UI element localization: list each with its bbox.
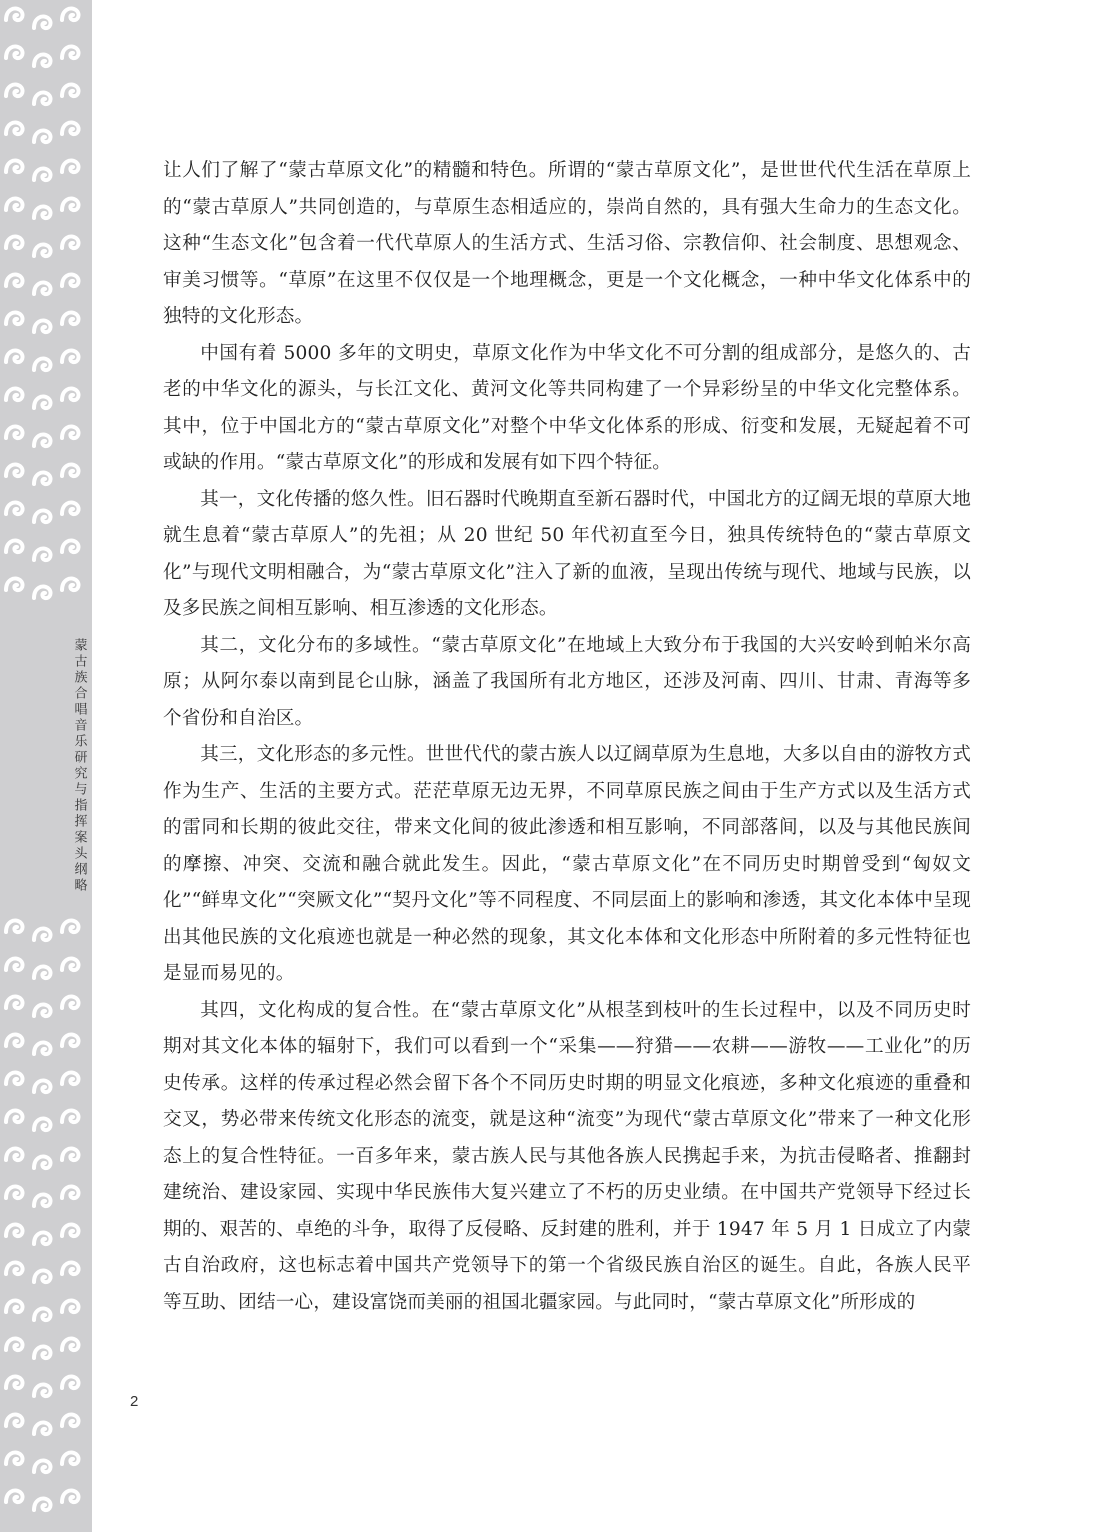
scroll-ornament — [34, 282, 51, 294]
scroll-ornament — [62, 1414, 79, 1426]
scroll-ornament — [62, 236, 79, 248]
scroll-ornament — [34, 16, 51, 28]
scroll-ornament — [62, 8, 79, 20]
scroll-ornament — [6, 1452, 23, 1464]
scroll-ornament — [6, 236, 23, 248]
scroll-ornament — [6, 160, 23, 172]
scroll-ornament — [6, 1338, 23, 1350]
scroll-ornament — [34, 244, 51, 256]
scroll-ornament — [6, 1262, 23, 1274]
scroll-ornament — [34, 928, 51, 940]
scroll-ornament — [6, 540, 23, 552]
scroll-ornament — [62, 1224, 79, 1236]
scroll-ornament — [6, 464, 23, 476]
scroll-ornament — [62, 464, 79, 476]
scroll-ornament — [6, 350, 23, 362]
book-title-vertical: 蒙古族合唱音乐研究与指挥案头纲略 — [71, 638, 87, 894]
scroll-ornament — [34, 1270, 51, 1282]
scroll-ornament — [34, 548, 51, 560]
scroll-ornament — [6, 1300, 23, 1312]
scroll-ornament — [34, 1460, 51, 1472]
scroll-ornament — [62, 1186, 79, 1198]
scroll-ornament — [62, 578, 79, 590]
scroll-ornament — [6, 1148, 23, 1160]
scroll-ornament — [62, 312, 79, 324]
scroll-ornament — [34, 1498, 51, 1510]
scroll-ornament — [6, 274, 23, 286]
scroll-ornament — [6, 1414, 23, 1426]
sidebar-ornament-band — [0, 0, 92, 1532]
paragraph: 中国有着 5000 多年的文明史，草原文化作为中华文化不可分割的组成部分，是悠久的、古老的中华文化的源头，与长江文化、黄河文化等共同构建了一个异彩纷呈的中华文化完整体系。其中，位于中国北方的“蒙古草原文化”对整个中华文化体系的形成、衍变和发展，无疑起着不可或缺的作用。“蒙古草原文化”的形成和发展有如下四个特征。 — [163, 342, 971, 473]
scroll-ornament — [34, 1004, 51, 1016]
scroll-ornament — [62, 1376, 79, 1388]
scroll-ornament — [6, 122, 23, 134]
paragraph: 其二，文化分布的多域性。“蒙古草原文化”在地域上大致分布于我国的大兴安岭到帕米尔高原；从阿尔泰以南到昆仑山脉，涵盖了我国所有北方地区，还涉及河南、四川、甘肃、青海等多个省份和自治区。 — [163, 634, 971, 729]
scroll-ornament — [6, 312, 23, 324]
scroll-ornament — [34, 168, 51, 180]
scroll-ornament — [62, 388, 79, 400]
scroll-ornament — [62, 1072, 79, 1084]
scroll-ornament — [34, 1156, 51, 1168]
scroll-ornament — [34, 1118, 51, 1130]
scroll-ornament — [62, 426, 79, 438]
scroll-ornament — [6, 1376, 23, 1388]
scroll-ornament — [6, 958, 23, 970]
scroll-ornament — [34, 1232, 51, 1244]
scroll-ornament — [6, 1224, 23, 1236]
scroll-ornament — [62, 920, 79, 932]
scroll-ornament — [6, 996, 23, 1008]
page-number: 2 — [130, 1393, 139, 1410]
scroll-ornament — [6, 388, 23, 400]
scroll-ornament — [34, 510, 51, 522]
paragraph: 其三，文化形态的多元性。世世代代的蒙古族人以辽阔草原为生息地，大多以自由的游牧方式作为生产、生活的主要方式。茫茫草原无边无界，不同草原民族之间由于生产方式以及生活方式的雷同和长期的彼此交往，带来文化间的彼此渗透和相互影响，不同部落间，以及与其他民族间的摩擦、冲突、交流和融合就此发生。因此，“蒙古草原文化”在不同历史时期曾受到“匈奴文化”“鲜卑文化”“突厥文化”“契丹文化”等不同程度、不同层面上的影响和渗透，其文化本体中呈现出其他民族的文化痕迹也就是一种必然的现象，其文化本体和文化形态中所附着的多元性特征也是显而易见的。 — [163, 744, 971, 984]
scroll-ornament — [34, 1384, 51, 1396]
scroll-ornament — [34, 1308, 51, 1320]
scroll-ornament — [62, 1034, 79, 1046]
scroll-ornament — [62, 198, 79, 210]
scroll-ornament — [6, 84, 23, 96]
paragraph: 其四，文化构成的复合性。在“蒙古草原文化”从根茎到枝叶的生长过程中，以及不同历史时期对其文化本体的辐射下，我们可以看到一个“采集——狩猎——农耕——游牧——工业化”的历史传承。这样的传承过程必然会留下各个不同历史时期的明显文化痕迹，多种文化痕迹的重叠和交叉，势必带来传统文化形态的流变，就是这种“流变”为现代“蒙古草原文化”带来了一种文化形态上的复合性特征。一百多年来，蒙古族人民与其他各族人民携起手来，为抗击侵略者、推翻封建统治、建设家园、实现中华民族伟大复兴建立了不朽的历史业绩。在中国共产党领导下经过长期的、艰苦的、卓绝的斗争，取得了反侵略、反封建的胜利，并于 1947 年 5 月 1 日成立了内蒙古自治政府，这也标志着中国共产党领导下的第一个省级民族自治区的诞生。自此，各族人民平等互助、团结一心，建设富饶而美丽的祖国北疆家园。与此同时，“蒙古草原文化”所形成的 — [163, 999, 971, 1313]
scroll-ornament — [34, 1422, 51, 1434]
scroll-ornament — [34, 206, 51, 218]
scroll-ornament — [62, 46, 79, 58]
scroll-ornament — [62, 1490, 79, 1502]
scroll-ornament — [34, 358, 51, 370]
scroll-ornament — [34, 966, 51, 978]
scroll-ornament — [62, 122, 79, 134]
body-text — [163, 153, 971, 1321]
scroll-ornament — [34, 472, 51, 484]
scroll-ornament — [62, 160, 79, 172]
scroll-ornament — [62, 1148, 79, 1160]
scroll-ornament — [6, 502, 23, 514]
scroll-ornament — [34, 434, 51, 446]
running-book-title — [66, 638, 92, 898]
scroll-ornament — [62, 540, 79, 552]
scroll-ornament — [62, 958, 79, 970]
scroll-ornament — [34, 92, 51, 104]
scroll-ornament — [62, 1300, 79, 1312]
scroll-ornament — [62, 1452, 79, 1464]
scroll-ornament — [34, 320, 51, 332]
scroll-ornament — [6, 426, 23, 438]
scroll-ornament — [34, 54, 51, 66]
scroll-ornament — [6, 578, 23, 590]
scroll-ornament — [62, 1262, 79, 1274]
scroll-ornament — [62, 996, 79, 1008]
scroll-ornament — [34, 1080, 51, 1092]
scroll-ornament — [34, 1346, 51, 1358]
scroll-ornament — [34, 1194, 51, 1206]
scroll-ornament — [6, 920, 23, 932]
paragraph: 其一，文化传播的悠久性。旧石器时代晚期直至新石器时代，中国北方的辽阔无垠的草原大地就生息着“蒙古草原人”的先祖；从 20 世纪 50 年代初直至今日，独具传统特色的“蒙古草原文化”与现代文明相融合，为“蒙古草原文化”注入了新的血液，呈现出传统与现代、地域与民族，以及多民族之间相互影响、相互渗透的文化形态。 — [163, 488, 971, 619]
scroll-ornament — [62, 350, 79, 362]
scroll-ornament — [62, 502, 79, 514]
scroll-ornament — [34, 396, 51, 408]
scroll-ornament — [6, 1110, 23, 1122]
paragraph: 让人们了解了“蒙古草原文化”的精髓和特色。所谓的“蒙古草原文化”，是世世代代生活在草原上的“蒙古草原人”共同创造的，与草原生态相适应的，崇尚自然的，具有强大生命力的生态文化。这种“生态文化”包含着一代代草原人的生活方式、生活习俗、宗教信仰、社会制度、思想观念、审美习惯等。“草原”在这里不仅仅是一个地理概念，更是一个文化概念，一种中华文化体系中的独特的文化形态。 — [163, 160, 971, 327]
scroll-ornament — [6, 1034, 23, 1046]
scroll-ornament — [6, 1072, 23, 1084]
scroll-ornament — [62, 84, 79, 96]
scroll-ornament — [62, 1338, 79, 1350]
scroll-ornament — [6, 8, 23, 20]
scroll-ornament — [6, 1186, 23, 1198]
scroll-ornament — [6, 46, 23, 58]
scroll-ornament — [62, 1110, 79, 1122]
scroll-ornament — [6, 198, 23, 210]
scroll-ornament — [62, 274, 79, 286]
scroll-ornament — [34, 1042, 51, 1054]
scroll-ornament — [34, 130, 51, 142]
scroll-ornament — [34, 586, 51, 598]
scroll-ornament — [6, 1490, 23, 1502]
